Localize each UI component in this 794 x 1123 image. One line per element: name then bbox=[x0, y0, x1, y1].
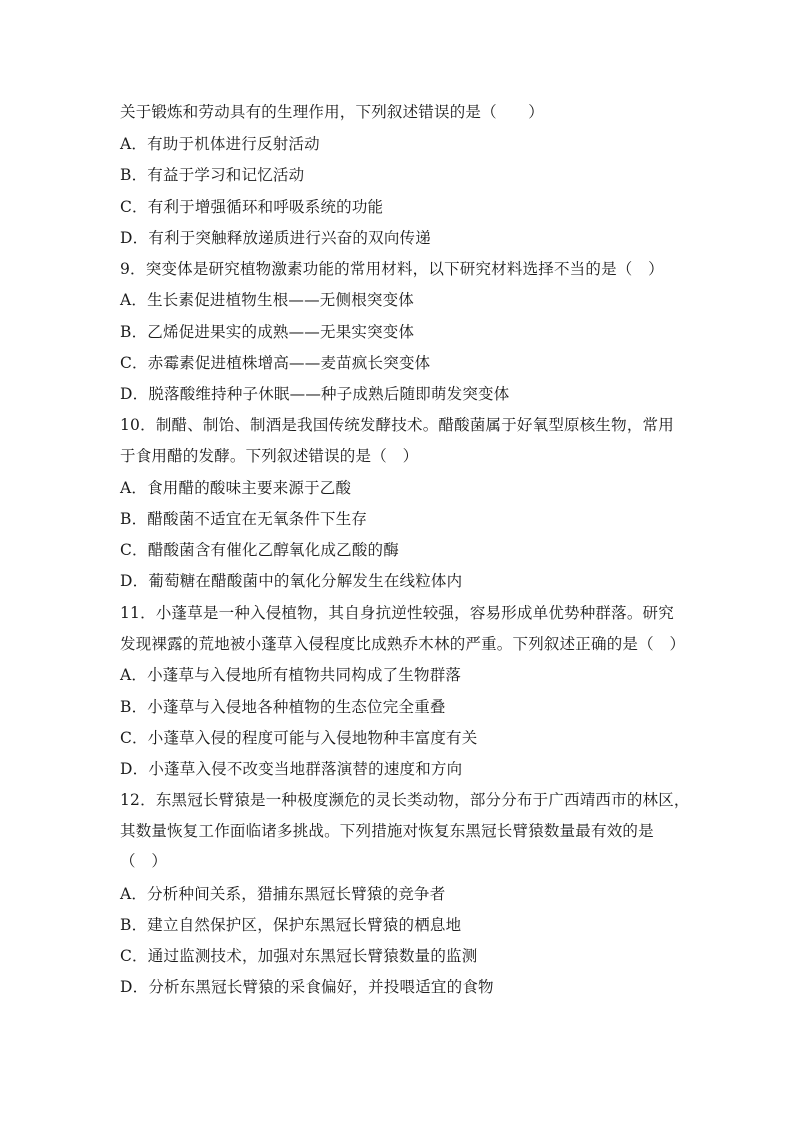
question-12-option-a: A．分析种间关系，猎捕东黑冠长臂猿的竞争者 bbox=[120, 885, 446, 903]
question-10-stem-line-1: 10．制醋、制饴、制酒是我国传统发酵技术。醋酸菌属于好氧型原核生物，常用 bbox=[120, 416, 674, 434]
question-8-stem: 关于锻炼和劳动具有的生理作用，下列叙述错误的是（ ） bbox=[120, 103, 544, 121]
question-9-option-b: B．乙烯促进果实的成熟——无果实突变体 bbox=[120, 323, 415, 341]
question-10-option-a: A．食用醋的酸味主要来源于乙酸 bbox=[120, 479, 352, 497]
question-11-option-a: A．小蓬草与入侵地所有植物共同构成了生物群落 bbox=[120, 666, 462, 684]
question-11-option-b: B．小蓬草与入侵地各种植物的生态位完全重叠 bbox=[120, 698, 446, 716]
question-8-option-c: C．有利于增强循环和呼吸系统的功能 bbox=[120, 198, 384, 216]
question-9-stem: 9．突变体是研究植物激素功能的常用材料，以下研究材料选择不当的是（ ） bbox=[120, 260, 664, 278]
question-12-stem-line-1: 12．东黑冠长臂猿是一种极度濒危的灵长类动物，部分分布于广西靖西市的林区， bbox=[120, 791, 690, 809]
question-12-option-c: C．通过监测技术，加强对东黑冠长臂猿数量的监测 bbox=[120, 947, 478, 965]
question-12-option-b: B．建立自然保护区，保护东黑冠长臂猿的栖息地 bbox=[120, 916, 462, 934]
question-9-option-c: C．赤霉素促进植株增高——麦苗疯长突变体 bbox=[120, 354, 431, 372]
question-11-stem-line-1: 11．小蓬草是一种入侵植物，其自身抗逆性较强，容易形成单优势种群落。研究 bbox=[120, 604, 674, 622]
question-10-option-b: B．醋酸菌不适宜在无氧条件下生存 bbox=[120, 510, 368, 528]
question-12-stem-line-3: （ ） bbox=[120, 852, 168, 870]
question-10-option-d: D．葡萄糖在醋酸菌中的氧化分解发生在线粒体内 bbox=[120, 572, 463, 590]
question-11-stem-line-2: 发现裸露的荒地被小蓬草入侵程度比成熟乔木林的严重。下列叙述正确的是（ ） bbox=[120, 635, 686, 653]
question-12-stem-line-2: 其数量恢复工作面临诸多挑战。下列措施对恢复东黑冠长臂猿数量最有效的是 bbox=[120, 822, 654, 840]
question-8-option-b: B．有益于学习和记忆活动 bbox=[120, 166, 305, 184]
question-9-option-a: A．生长素促进植物生根——无侧根突变体 bbox=[120, 291, 414, 309]
question-11-option-c: C．小蓬草入侵的程度可能与入侵地物种丰富度有关 bbox=[120, 729, 478, 747]
question-8-option-a: A．有助于机体进行反射活动 bbox=[120, 135, 320, 153]
question-9-option-d: D．脱落酸维持种子休眠——种子成熟后随即萌发突变体 bbox=[120, 385, 510, 403]
question-11-option-d: D．小蓬草入侵不改变当地群落演替的速度和方向 bbox=[120, 760, 463, 778]
question-10-option-c: C．醋酸菌含有催化乙醇氧化成乙酸的酶 bbox=[120, 541, 399, 559]
question-12-option-d: D．分析东黑冠长臂猿的采食偏好，并投喂适宜的食物 bbox=[120, 978, 494, 996]
question-10-stem-line-2: 于食用醋的发酵。下列叙述错误的是（ ） bbox=[120, 447, 419, 465]
question-8-option-d: D．有利于突触释放递质进行兴奋的双向传递 bbox=[120, 229, 431, 247]
